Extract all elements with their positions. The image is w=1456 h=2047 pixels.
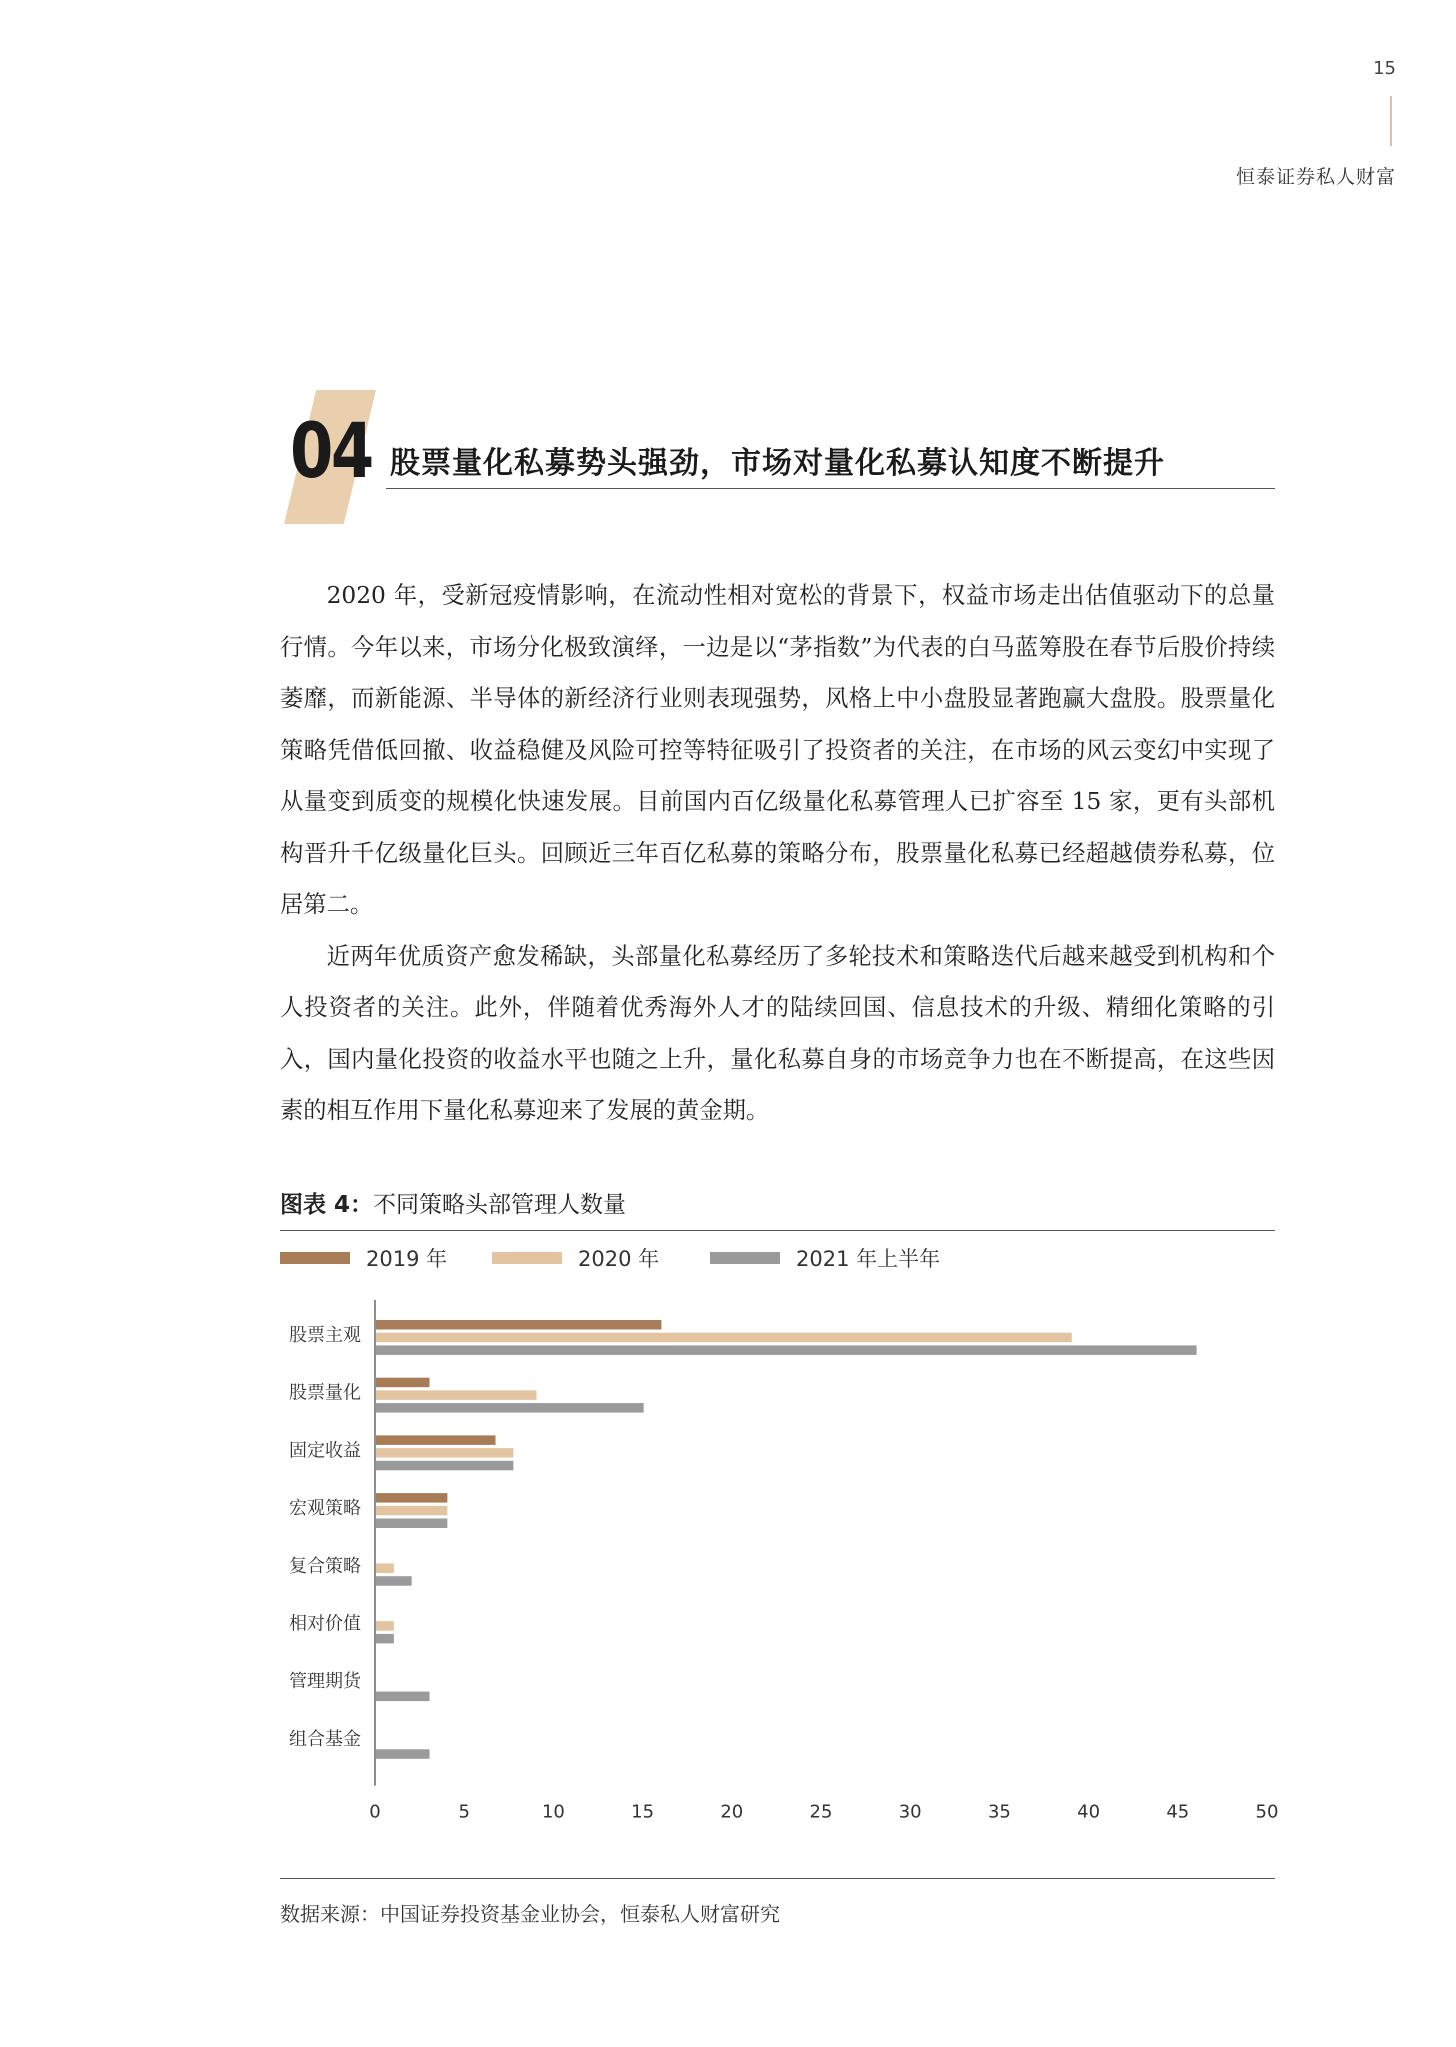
bar xyxy=(376,1435,496,1445)
bar xyxy=(376,1333,1072,1343)
x-tick-label: 35 xyxy=(987,1801,1011,1823)
figure-rule xyxy=(280,1230,1275,1231)
bar xyxy=(376,1634,394,1644)
bar xyxy=(376,1506,447,1516)
category-label: 组合基金 xyxy=(289,1728,361,1750)
figure-title-text: 不同策略头部管理人数量 xyxy=(373,1192,627,1218)
figure-title xyxy=(280,1186,626,1219)
legend-item-2019 xyxy=(280,1238,447,1278)
bar xyxy=(376,1448,513,1458)
data-source: 数据来源：中国证券投资基金业协会，恒泰私人财富研究 xyxy=(280,1902,780,1926)
legend-label-2019: 2019 年 xyxy=(366,1247,448,1271)
source-rule xyxy=(280,1878,1275,1879)
bar xyxy=(376,1564,394,1574)
category-label: 相对价值 xyxy=(289,1613,361,1635)
bar xyxy=(376,1749,430,1759)
bar xyxy=(376,1390,537,1400)
category-label: 股票量化 xyxy=(289,1382,361,1404)
bar xyxy=(376,1621,394,1631)
bar xyxy=(376,1493,447,1503)
legend-label-2020: 2020 年 xyxy=(578,1247,660,1271)
section-header xyxy=(280,388,1275,528)
legend-item-2020 xyxy=(492,1238,659,1278)
page-number: 15 xyxy=(1373,58,1396,79)
x-tick-label: 20 xyxy=(720,1801,744,1823)
bar xyxy=(376,1320,661,1330)
x-tick-label: 15 xyxy=(631,1801,655,1823)
x-tick-label: 30 xyxy=(898,1801,922,1823)
bar xyxy=(376,1519,447,1529)
section-rule xyxy=(386,488,1275,489)
bar xyxy=(376,1403,644,1413)
paragraph: 2020 年，受新冠疫情影响，在流动性相对宽松的背景下，权益市场走出估值驱动下的总量行情。今年以来，市场分化极致演绎，一边是以“茅指数”为代表的白马蓝筹股在春节后股价持续萎靡，而新能源、半导体的新经济行业则表现强势，风格上中小盘股显著跑赢大盘股。股票量化策略凭借低回撤、收益稳健及风险可控等特征吸引了投资者的关注，在市场的风云变幻中实现了从量变到质变的规模化快速发展。目前国内百亿级量化私募管理人已扩容至 15 家，更有头部机构晋升千亿级量化巨头。回顾近三年百亿私募的策略分布，股票量化私募已经超越债券私募，位居第二。 xyxy=(280,582,1275,918)
x-tick-label: 45 xyxy=(1166,1801,1190,1823)
paragraph: 近两年优质资产愈发稀缺，头部量化私募经历了多轮技术和策略迭代后越来越受到机构和个人投资者的关注。此外，伴随着优秀海外人才的陆续回国、信息技术的升级、精细化策略的引入，国内量化投资的收益水平也随之上升，量化私募自身的市场竞争力也在不断提高，在这些因素的相互作用下量化私募迎来了发展的黄金期。 xyxy=(280,942,1275,1124)
header-brand: 恒泰证券私人财富 xyxy=(1235,166,1396,188)
bar xyxy=(376,1576,412,1586)
bar xyxy=(376,1692,430,1702)
legend-item-2021h1 xyxy=(710,1238,940,1278)
legend-swatch-2020 xyxy=(492,1252,562,1264)
body-text xyxy=(280,570,1275,1137)
legend-swatch-2021h1 xyxy=(710,1252,780,1264)
category-label: 固定收益 xyxy=(289,1440,361,1462)
section-title: 股票量化私募势头强劲，市场对量化私募认知度不断提升 xyxy=(390,446,1165,481)
x-tick-label: 0 xyxy=(369,1801,381,1823)
x-tick-label: 50 xyxy=(1255,1801,1279,1823)
x-tick-label: 5 xyxy=(458,1801,470,1823)
category-label: 复合策略 xyxy=(289,1555,361,1577)
x-tick-label: 10 xyxy=(541,1801,565,1823)
chart-legend xyxy=(280,1238,1275,1278)
bar xyxy=(376,1461,513,1471)
x-tick-label: 25 xyxy=(809,1801,833,1823)
category-label: 管理期货 xyxy=(289,1671,361,1693)
category-label: 宏观策略 xyxy=(289,1498,361,1520)
bar-chart xyxy=(260,1290,1280,1830)
legend-swatch-2019 xyxy=(280,1252,350,1264)
x-tick-label: 40 xyxy=(1077,1801,1101,1823)
header-divider xyxy=(1390,96,1392,146)
section-number: 04 xyxy=(290,406,372,495)
bar xyxy=(376,1345,1197,1355)
bar xyxy=(376,1378,430,1388)
category-label: 股票主观 xyxy=(289,1325,361,1346)
figure-label: 图表 4： xyxy=(280,1192,374,1218)
legend-label-2021h1: 2021 年上半年 xyxy=(796,1247,941,1271)
